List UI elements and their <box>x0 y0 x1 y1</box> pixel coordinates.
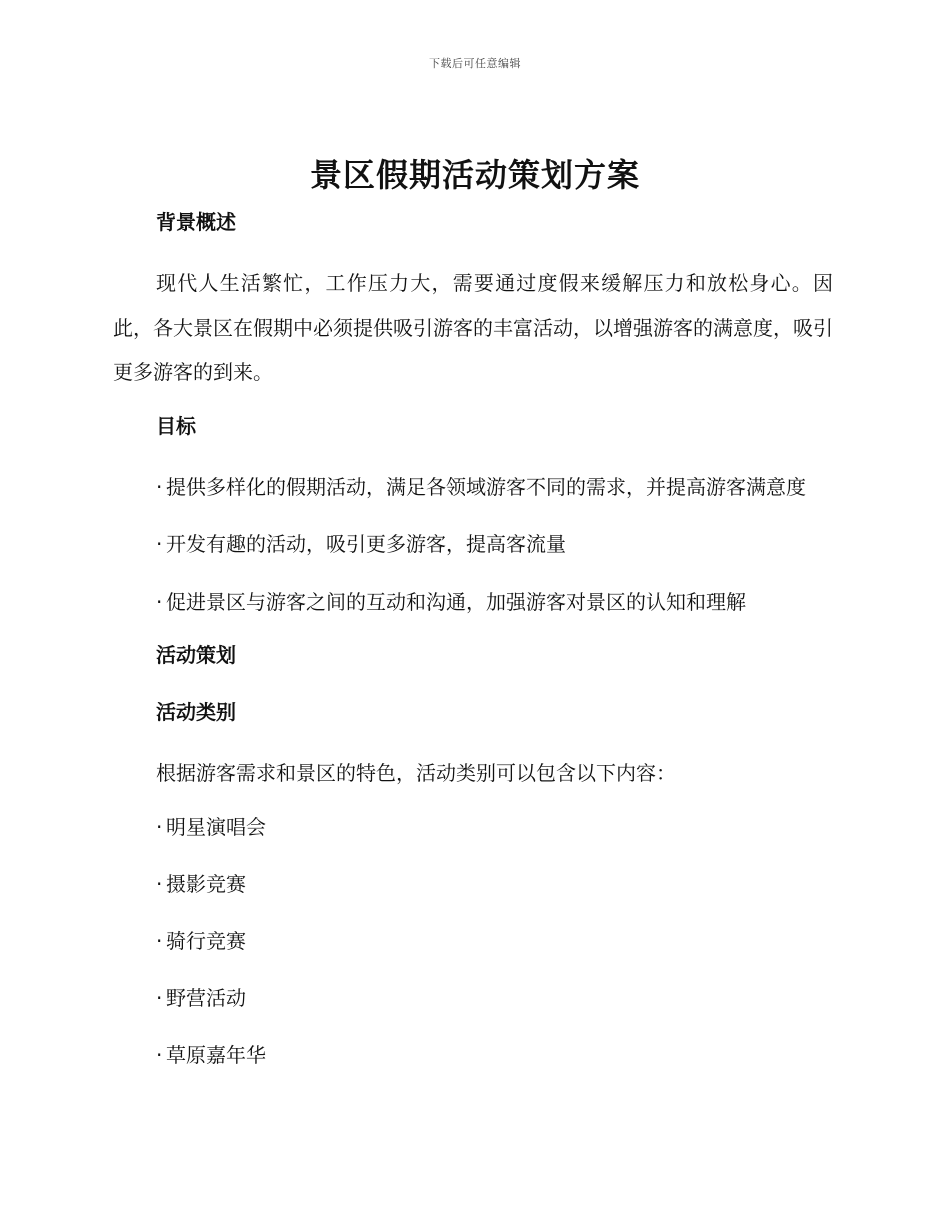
goal-item <box>113 465 833 510</box>
category-item-text: 骑行竞赛 <box>166 928 246 953</box>
goal-item-text: 促进景区与游客之间的互动和沟通，加强游客对景区的认知和理解 <box>166 589 746 614</box>
background-paragraph: 现代人生活繁忙，工作压力大，需要通过度假来缓解压力和放松身心。因此，各大景区在假期中必须提供吸引游客的丰富活动，以增强游客的满意度，吸引更多游客的到来。 <box>113 271 833 384</box>
category-item <box>113 866 833 902</box>
bullet-dot: · <box>156 532 163 556</box>
bullet-dot: · <box>156 928 163 953</box>
bullet-dot: · <box>156 474 163 499</box>
goal-item <box>113 522 833 567</box>
header-note: 下载后可任意编辑 <box>429 57 521 70</box>
category-item-text: 野营活动 <box>166 985 246 1010</box>
bullet-dot: · <box>156 985 163 1010</box>
document-title: 景区假期活动策划方案 <box>309 156 640 194</box>
category-item <box>113 809 833 845</box>
section-heading-planning: 活动策划 <box>156 643 236 667</box>
bullet-dot: · <box>156 1042 163 1067</box>
categories-intro: 根据游客需求和景区的特色，活动类别可以包含以下内容： <box>156 761 676 785</box>
bullet-dot: · <box>156 814 163 839</box>
section-heading-background: 背景概述 <box>156 210 236 234</box>
section-heading-categories: 活动类别 <box>156 700 236 724</box>
category-item-text: 明星演唱会 <box>166 814 266 839</box>
category-item-text: 草原嘉年华 <box>166 1042 266 1067</box>
goal-item-text: 提供多样化的假期活动，满足各领域游客不同的需求，并提高游客满意度 <box>166 474 806 499</box>
bullet-dot: · <box>156 589 163 614</box>
category-item <box>113 980 833 1016</box>
bullet-dot: · <box>156 871 163 896</box>
section-heading-goals: 目标 <box>156 413 196 438</box>
category-item <box>113 1037 833 1073</box>
document-body <box>113 204 833 1094</box>
goal-item <box>113 580 833 625</box>
category-item-text: 摄影竞赛 <box>166 871 246 896</box>
goal-item-text: 开发有趣的活动，吸引更多游客，提高客流量 <box>166 532 566 556</box>
category-item <box>113 923 833 959</box>
